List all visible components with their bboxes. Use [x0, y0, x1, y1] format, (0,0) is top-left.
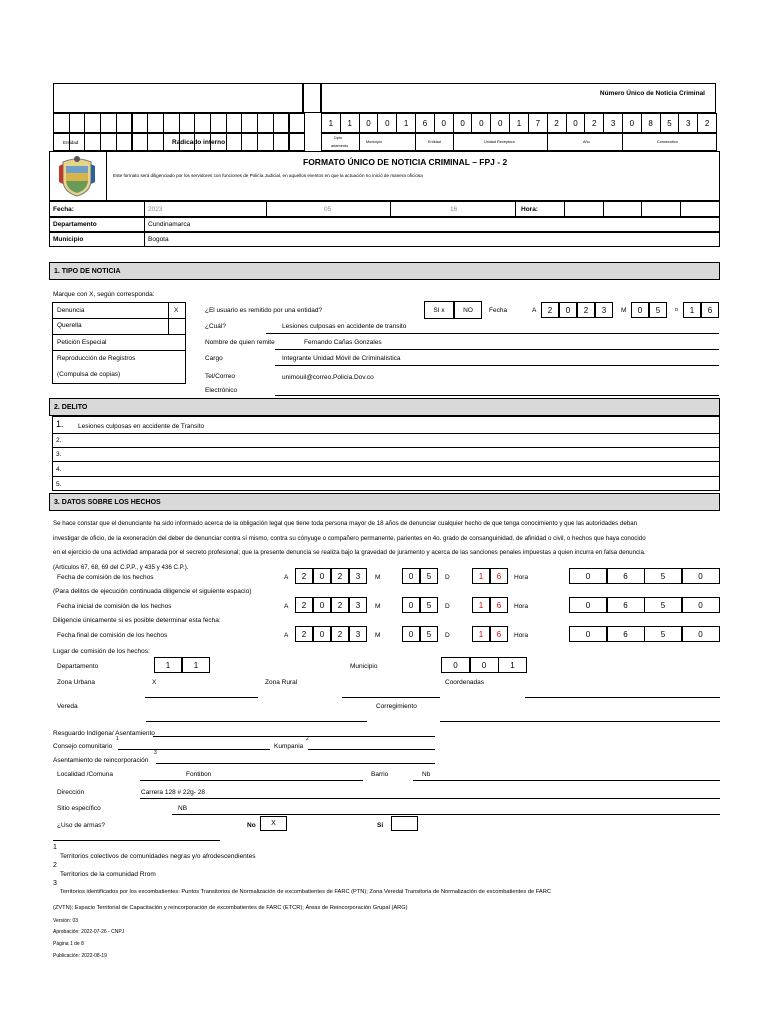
- hora-digit[interactable]: 6: [607, 568, 645, 584]
- delito-1-value[interactable]: Lesiones culposas en accidente de Transito: [78, 423, 205, 430]
- pagina-text: Página 1 de 8: [53, 941, 84, 947]
- nunc-digit[interactable]: 7: [528, 113, 548, 133]
- municipio-digit[interactable]: 0: [441, 657, 470, 673]
- section-3-header: [49, 493, 720, 511]
- municipio-value[interactable]: Bogota: [148, 236, 169, 243]
- anio-digit[interactable]: 0: [313, 597, 331, 613]
- nunc-digit[interactable]: 2: [584, 113, 604, 133]
- nunc-digit[interactable]: 0: [622, 113, 642, 133]
- reproduccion-option[interactable]: Reproducción de Registros: [57, 355, 136, 362]
- nunc-digit[interactable]: 1: [509, 113, 529, 133]
- radicado-cell[interactable]: [53, 113, 70, 133]
- hora-digit[interactable]: 5: [644, 568, 682, 584]
- delito-row-2[interactable]: 2.: [56, 437, 62, 444]
- hora-digit[interactable]: 6: [607, 626, 645, 642]
- hora-letter: Hora: [514, 603, 529, 610]
- section-1-title: 1. TIPO DE NOTICIA: [54, 267, 121, 275]
- hora-digit[interactable]: 0: [569, 626, 607, 642]
- section-1-header: [49, 262, 720, 280]
- anio-digit[interactable]: 2: [331, 568, 349, 584]
- radicado-label-cell[interactable]: [226, 133, 243, 151]
- colombia-shield-icon: [57, 154, 97, 198]
- nunc-title-box: [321, 83, 716, 113]
- nunc-digit[interactable]: 5: [660, 113, 680, 133]
- kumpania-label: Kumpania: [274, 743, 304, 750]
- hechos-paragraph: Se hace constar que el denunciante ha sido informado acerca de la obligación legal que tiene toda persona mayor de 18 años de denunciar cualquier hecho de que tenga conocimiento y que las autoridades deban investigar de oficio, de la exoneración del deber de denunciar contra sí mismo, contra su cónyuge o compañero permanente, parientes en 4o. grado de consanguinidad, de afinidad o civil, o hechos que haya conocido en el ejercicio de una actividad amparada por el secreto profesional; que la presente denuncia se realiza bajo la gravedad de juramento y acerca de las sanciones penales impuestas a quien incurra en falsa denuncia. (Artículos 67, 68, 69 del C.P.P., y 435 y 436 C.P.).: [53, 520, 646, 571]
- tel-value[interactable]: unimouil@correo.Policia.Dov.co: [282, 374, 374, 381]
- nunc-digit[interactable]: 0: [377, 113, 397, 133]
- radicado-cell[interactable]: [210, 113, 227, 133]
- fecha-comision-label: Fecha de comisión de los hechos: [57, 574, 154, 581]
- delito-row-3[interactable]: 3.: [56, 451, 62, 458]
- departamento-value[interactable]: Cundinamarca: [148, 221, 191, 228]
- consejo-label: Consejo comunitario: [53, 743, 113, 750]
- dia-digit[interactable]: 6: [490, 597, 508, 613]
- nunc-digit[interactable]: 0: [566, 113, 586, 133]
- anio-letter: A: [284, 632, 289, 639]
- radicado-cell[interactable]: [257, 113, 274, 133]
- anio-letter: A: [532, 307, 537, 314]
- nunc-digit[interactable]: 3: [603, 113, 623, 133]
- unidad-label: Unidad Receptora: [484, 140, 515, 144]
- mes-letter: M: [375, 603, 381, 610]
- tel-label: Tel/Correo: [205, 373, 235, 380]
- hora-digit[interactable]: 6: [607, 597, 645, 613]
- radicado-label-cell[interactable]: [116, 133, 133, 151]
- sitio-label: Sitio específico: [57, 805, 101, 812]
- nunc-digit[interactable]: 8: [641, 113, 661, 133]
- localidad-value[interactable]: Fontibon: [186, 771, 212, 778]
- radicado-cell[interactable]: [69, 113, 86, 133]
- dpto-label: Dpto: [334, 136, 343, 140]
- sitio-value[interactable]: NB: [178, 805, 188, 812]
- radicado-cell[interactable]: [147, 113, 164, 133]
- hora-letter: Hora: [514, 632, 529, 639]
- remitido-mes-digit[interactable]: 5: [649, 302, 667, 318]
- aprobacion-text: Aprobación: 2022-07-26 - CNPJ: [53, 929, 125, 935]
- footnote-3-line-2: (ZVTN); Espacio Territorial de Capacitación y reincorporación de excombatientes de FARC (ETCR); Áreas de Reincorporación Grupal (ARG): [53, 905, 408, 911]
- radicado-label-cell[interactable]: [84, 133, 101, 151]
- uso-armas-si-label: Si: [377, 822, 384, 829]
- direccion-value[interactable]: Carrera 128 # 22g- 28: [141, 789, 205, 796]
- form-title: FORMATO ÚNICO DE NOTICIA CRIMINAL – FPJ - 2: [303, 157, 508, 167]
- zona-urbana-mark[interactable]: X: [152, 679, 157, 686]
- dia-digit[interactable]: 1: [472, 568, 490, 584]
- radicado-cell[interactable]: [132, 113, 149, 133]
- cargo-value[interactable]: Integrante Unidad Móvil de Criminalística: [282, 355, 401, 362]
- no-box[interactable]: NO: [454, 301, 482, 319]
- denuncia-option[interactable]: Denuncia: [57, 307, 85, 314]
- anio-letter: A: [284, 603, 289, 610]
- footnote-1-number: 1: [53, 844, 57, 851]
- municipio-label: Municipio: [53, 236, 84, 243]
- radicado-label-cell[interactable]: [289, 133, 306, 151]
- entidad-label: Entidad: [63, 140, 79, 145]
- anio-digit[interactable]: 3: [349, 597, 367, 613]
- footnote-ref-1: 1: [116, 736, 119, 742]
- form-subtitle: Este formato será diligenciado por los servidores con funciones de Policía Judicial, en aquellos eventos en que la actuación no inició de manera oficiosa: [113, 173, 423, 178]
- nunc-digit[interactable]: 6: [415, 113, 435, 133]
- footnote-2: Territorios de la comunidad Rrom: [60, 871, 156, 878]
- dia-digit[interactable]: 6: [490, 626, 508, 642]
- nombre-remite-label: Nombre de quien remite: [205, 339, 275, 346]
- delitos-continuada-note: (Para delitos de ejecución continuada diligencie el siguiente espacio): [53, 588, 252, 595]
- left-top-spacer: [303, 83, 321, 113]
- nombre-remite-value[interactable]: Fernando Cañas Gonzales: [304, 339, 382, 346]
- footnote-ref-2: 2: [306, 736, 309, 742]
- dia-letter: D: [675, 307, 679, 312]
- footnote-3-line-1: Territorios identificados por los excombatientes: Puntos Transitorios de Normalización de excombatientes de FARC (PTN); Zona Veredal Transitoria de Normalización de excombatientes de FARC: [60, 889, 551, 895]
- barrio-label: Barrio: [371, 771, 389, 778]
- cual-label: ¿Cuál?: [205, 323, 226, 330]
- fecha-final-label: Fecha final de comisión de los hechos: [57, 632, 168, 639]
- left-top-box: [53, 83, 303, 113]
- zona-urbana-label: Zona Urbana: [57, 679, 95, 686]
- departamento-digit[interactable]: 1: [182, 657, 210, 673]
- radicado-cell[interactable]: [273, 113, 290, 133]
- lugar-municipio-label: Municipio: [350, 663, 378, 670]
- municipio-code-label: Municipio: [366, 140, 383, 144]
- remitido-dia-digit[interactable]: 1: [683, 302, 701, 318]
- radicado-label-cell[interactable]: [132, 133, 149, 151]
- nunc-digit[interactable]: 0: [490, 113, 510, 133]
- radicado-cell[interactable]: [100, 113, 117, 133]
- radicado-label-cell[interactable]: [100, 133, 117, 151]
- remitido-anio-digit[interactable]: 2: [541, 302, 559, 318]
- lugar-label: Lugar de comisión de los hechos:: [53, 648, 150, 655]
- uso-armas-si-box[interactable]: [391, 816, 418, 831]
- dia-digit[interactable]: 1: [472, 626, 490, 642]
- delito-row-5[interactable]: 5.: [56, 481, 62, 488]
- uso-armas-no-box[interactable]: X: [260, 816, 287, 831]
- anio-digit[interactable]: 3: [349, 568, 367, 584]
- hora-letter: Hora: [514, 574, 529, 581]
- fecha-label: Fecha:: [53, 206, 74, 213]
- mes-digit[interactable]: 5: [420, 597, 438, 613]
- departamento-digit[interactable]: 1: [154, 657, 182, 673]
- radicado-label-cell[interactable]: [241, 133, 258, 151]
- nunc-digit[interactable]: 1: [340, 113, 360, 133]
- coordenadas-label: Coordenadas: [445, 679, 485, 686]
- radicado-label-cell[interactable]: [273, 133, 290, 151]
- dia-digit[interactable]: 6: [490, 568, 508, 584]
- si-box[interactable]: SI x: [424, 301, 454, 319]
- remitido-anio-digit[interactable]: 0: [559, 302, 577, 318]
- remitido-anio-digit[interactable]: 2: [577, 302, 595, 318]
- peticion-option[interactable]: Petición Especial: [57, 339, 107, 346]
- anio-label: Año: [583, 140, 590, 144]
- nunc-digit[interactable]: 2: [697, 113, 717, 133]
- uso-armas-label: ¿Uso de armas?: [57, 822, 106, 829]
- diligencie-note: Diligencie únicamente si es posible determinar esta fecha:: [53, 617, 221, 624]
- lugar-departamento-label: Departamento: [57, 663, 99, 670]
- nunc-digit[interactable]: 0: [359, 113, 379, 133]
- mes-letter: M: [621, 307, 627, 314]
- tel-label-2: Electrónico: [205, 387, 238, 394]
- municipio-digit[interactable]: 1: [498, 657, 527, 673]
- mes-letter: M: [375, 574, 381, 581]
- remitido-mes-digit[interactable]: 0: [631, 302, 649, 318]
- radicado-cell[interactable]: [241, 113, 258, 133]
- publicacion-text: Publicación: 2022-08-19: [53, 953, 107, 959]
- footnote-3-number: 3: [53, 880, 57, 887]
- mes-digit[interactable]: 0: [402, 626, 420, 642]
- marque-instruction: Marque con X, según corresponda:: [53, 291, 155, 298]
- zona-rural-label: Zona Rural: [265, 679, 298, 686]
- mes-digit[interactable]: 0: [402, 568, 420, 584]
- cual-value[interactable]: Lesiones culposas en accidente de transito: [282, 323, 407, 330]
- radicado-cell[interactable]: [84, 113, 101, 133]
- hora-digit[interactable]: 0: [569, 568, 607, 584]
- nunc-digit[interactable]: 3: [678, 113, 698, 133]
- hora-digit[interactable]: 0: [682, 626, 720, 642]
- radicado-cell[interactable]: [116, 113, 133, 133]
- anio-digit[interactable]: 2: [331, 597, 349, 613]
- remitido-anio-digit[interactable]: 3: [595, 302, 613, 318]
- anio-digit[interactable]: 0: [313, 568, 331, 584]
- radicado-cell[interactable]: [163, 113, 180, 133]
- section-2-header: [49, 398, 720, 416]
- fecha-anio[interactable]: 2023: [148, 206, 163, 213]
- mes-digit[interactable]: 0: [402, 597, 420, 613]
- anio-digit[interactable]: 2: [295, 626, 313, 642]
- radicado-cell[interactable]: [226, 113, 243, 133]
- fecha-inicial-label: Fecha inicial de comisión de los hechos: [57, 603, 172, 610]
- nunc-digit[interactable]: 1: [396, 113, 416, 133]
- nunc-digit[interactable]: 0: [434, 113, 454, 133]
- logo-cell: [50, 152, 107, 200]
- vereda-label: Vereda: [57, 703, 78, 710]
- querella-option[interactable]: Querella: [57, 322, 82, 329]
- nunc-digit[interactable]: 2: [547, 113, 567, 133]
- nunc-title: Número Único de Noticia Criminal: [599, 90, 705, 97]
- hora-label: Hora:: [521, 206, 538, 213]
- consecutivo-label: Consecutivo: [657, 140, 678, 144]
- hora-digit[interactable]: 0: [682, 568, 720, 584]
- radicado-label: Radicado interno: [172, 139, 226, 146]
- cargo-label: Cargo: [205, 355, 223, 362]
- reproduccion-option-2: (Compulsa de copias): [57, 371, 121, 378]
- dia-digit[interactable]: 1: [472, 597, 490, 613]
- form-title-box: [49, 151, 720, 201]
- dia-letter: D: [445, 574, 450, 581]
- nunc-digit[interactable]: 0: [453, 113, 473, 133]
- localidad-label: Localidad /Comuna: [57, 771, 114, 778]
- dpto-label-2: artamento: [331, 144, 349, 148]
- delito-row-1: 1.: [56, 419, 64, 429]
- footnote-1: Territorios colectivos de comunidades negras y/o afrodescendientes: [60, 853, 256, 860]
- denuncia-mark[interactable]: X: [174, 307, 179, 314]
- resguardo-label: Resguardo Indígena/ Asentamiento: [53, 730, 155, 737]
- departamento-label: Departamento: [53, 221, 97, 228]
- uso-armas-no-label: No: [247, 822, 256, 829]
- footnote-ref-3: 3: [154, 750, 157, 756]
- radicado-label-cell[interactable]: [147, 133, 164, 151]
- anio-digit[interactable]: 2: [295, 597, 313, 613]
- delito-row-4[interactable]: 4.: [56, 466, 62, 473]
- anio-digit[interactable]: 0: [313, 626, 331, 642]
- mes-digit[interactable]: 5: [420, 568, 438, 584]
- anio-letter: A: [284, 574, 289, 581]
- hora-digit[interactable]: 5: [644, 597, 682, 613]
- hora-digit[interactable]: 0: [569, 597, 607, 613]
- mes-digit[interactable]: 5: [420, 626, 438, 642]
- dia-letter: D: [445, 632, 450, 639]
- dia-letter: D: [445, 603, 450, 610]
- hora-digit[interactable]: 0: [682, 597, 720, 613]
- radicado-cell[interactable]: [179, 113, 196, 133]
- nunc-digit[interactable]: 1: [321, 113, 341, 133]
- anio-digit[interactable]: 3: [349, 626, 367, 642]
- remitido-question: ¿El usuario es remitido por una entidad?: [205, 307, 323, 314]
- section-3-title: 3. DATOS SOBRE LOS HECHOS: [54, 498, 161, 506]
- version-text: Versión: 03: [53, 918, 79, 924]
- nunc-digit[interactable]: 0: [471, 113, 491, 133]
- radicado-cell[interactable]: [289, 113, 306, 133]
- footnote-2-number: 2: [53, 862, 57, 869]
- corregimiento-label: Corregimiento: [376, 703, 417, 710]
- municipio-digit[interactable]: 0: [470, 657, 499, 673]
- mes-letter: M: [375, 632, 381, 639]
- fecha-remitido-label: Fecha: [489, 307, 508, 314]
- radicado-label-cell[interactable]: [257, 133, 274, 151]
- hora-digit[interactable]: 5: [644, 626, 682, 642]
- asentamiento-label: Asentamiento de reincorporación: [53, 757, 149, 764]
- section-2-title: 2. DELITO: [54, 403, 88, 411]
- barrio-value[interactable]: Nb: [422, 771, 431, 778]
- anio-digit[interactable]: 2: [331, 626, 349, 642]
- entidad-code-label: Entidad: [428, 140, 441, 144]
- radicado-cell[interactable]: [194, 113, 211, 133]
- direccion-label: Dirección: [57, 789, 85, 796]
- fecha-mes[interactable]: 05: [324, 206, 332, 213]
- remitido-dia-digit[interactable]: 6: [701, 302, 719, 318]
- fecha-dia[interactable]: 16: [450, 206, 458, 213]
- anio-digit[interactable]: 2: [295, 568, 313, 584]
